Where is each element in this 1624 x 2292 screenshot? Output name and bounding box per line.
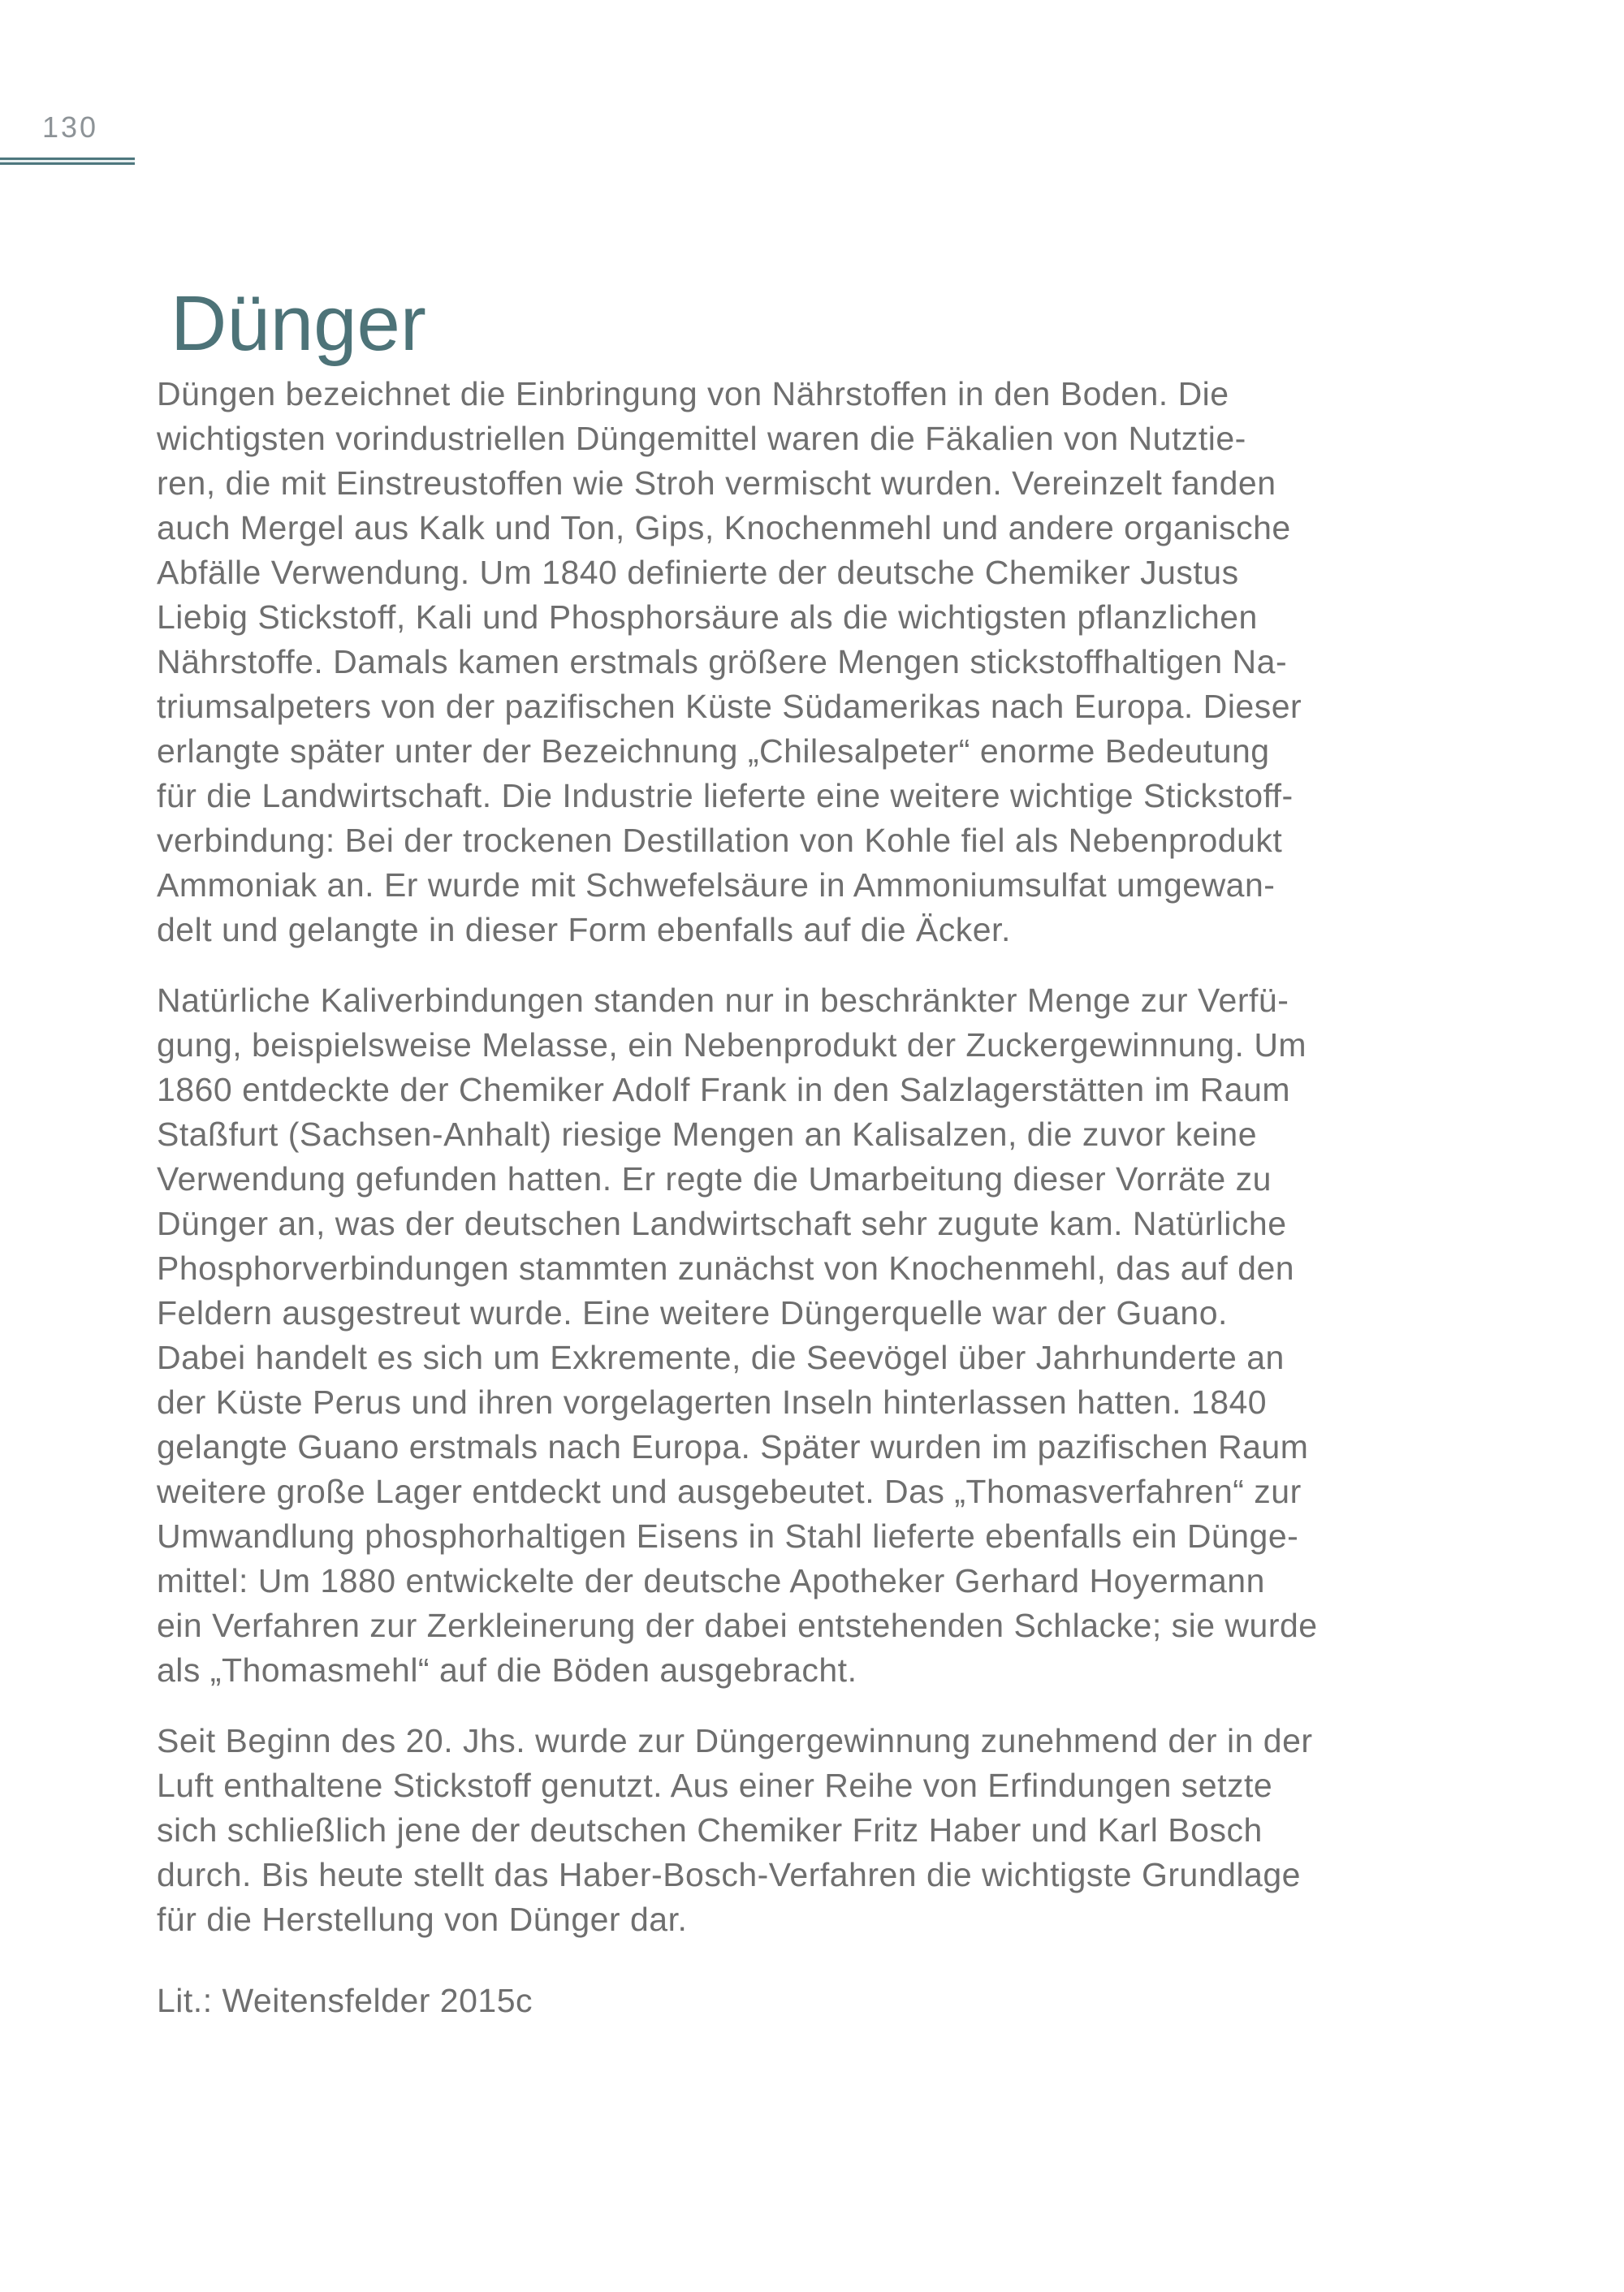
paragraph: Seit Beginn des 20. Jhs. wurde zur Düngergewinnung zunehmend der in der Luft enthaltene Stickstoff genutzt. Aus einer Reihe von Erfindungen setzte sich schließlich jene der deutschen Chemiker Fritz Haber und Karl Bosch durch. Bis heute stellt das Haber-Bosch-Verfahren die wichtigste Grundlage für die Herstellung von Dünger dar. (157, 1722, 1313, 1938)
paragraph: Natürliche Kaliverbindungen standen nur in beschränkter Menge zur Verfü- gung, beispielsweise Melasse, ein Nebenprodukt der Zuckergewinnung. Um 1860 entdeckte der Chemiker Adolf Frank in den Salzlagerstätten im Raum Staßfurt (Sachsen-Anhalt) riesige Mengen an Kalisalzen, die zuvor keine Verwendung gefunden hatten. Er regte die Umarbeitung dieser Vorräte zu Dünger an, was der deutschen Landwirtschaft sehr zugute kam. Natürliche Phosphorverbindungen stammten zunächst von Knochenmehl, das auf den Feldern ausgestreut wurde. Eine weitere Düngerquelle war der Guano. Dabei handelt es sich um Exkremente, die Seevögel über Jahrhunderte an der Küste Perus und ihren vorgelagerten Inseln hinterlassen hatten. 1840 gelangte Guano erstmals nach Europa. Später wurden im pazifischen Raum weitere große Lager entdeckt und ausgebeutet. Das „Thomasverfahren“ zur Umwandlung phosphorhaltigen Eisens in Stahl lieferte ebenfalls ein Dünge- mittel: Um 1880 entwickelte der deutsche Apotheker Gerhard Hoyermann ein Verfahren zur Zerkleinerung der dabei entstehenden Schlacke; sie wurde als „Thomasmehl“ auf die Böden ausgebracht. (157, 982, 1318, 1689)
body-text (157, 372, 1586, 2023)
header-double-rule (0, 158, 135, 165)
page-number: 130 (42, 110, 99, 144)
paragraph: Düngen bezeichnet die Einbringung von Nährstoffen in den Boden. Die wichtigsten vorindustriellen Düngemittel waren die Fäkalien von Nutztie- ren, die mit Einstreustoffen wie Stroh vermischt wurden. Vereinzelt fanden auch Mergel aus Kalk und Ton, Gips, Knochenmehl und andere organische Abfälle Verwendung. Um 1840 definierte der deutsche Chemiker Justus Liebig Stickstoff, Kali und Phosphorsäure als die wichtigsten pflanzlichen Nährstoffe. Damals kamen erstmals größere Mengen stickstoffhaltigen Na- triumsalpeters von der pazifischen Küste Südamerikas nach Europa. Dieser erlangte später unter der Bezeichnung „Chilesalpeter“ enorme Bedeutung für die Landwirtschaft. Die Industrie lieferte eine weitere wichtige Stickstoff- verbindung: Bei der trockenen Destillation von Kohle fiel als Nebenprodukt Ammoniak an. Er wurde mit Schwefelsäure in Ammoniumsulfat umgewan- delt und gelangte in dieser Form ebenfalls auf die Äcker. (157, 375, 1302, 948)
page-title: Dünger (171, 280, 426, 368)
literature-reference: Lit.: Weitensfelder 2015c (157, 1982, 533, 2019)
